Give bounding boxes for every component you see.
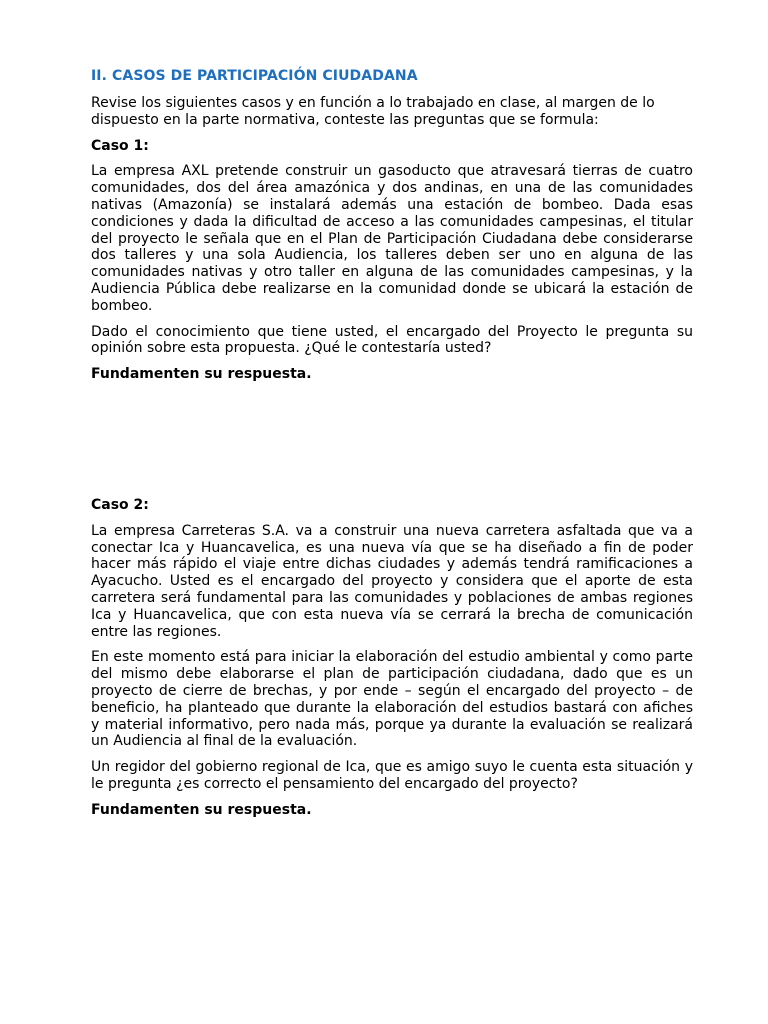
case-1-closing: Fundamenten su respuesta. <box>91 366 312 383</box>
case-2-closing: Fundamenten su respuesta. <box>91 801 312 818</box>
answer-space-case-1 <box>91 392 693 497</box>
case-1-label: Caso 1: <box>91 137 149 154</box>
case-2-label: Caso 2: <box>91 496 149 513</box>
section-title: II. CASOS DE PARTICIPACIÓN CIUDADANA <box>91 68 418 84</box>
document-page <box>91 66 693 828</box>
case-2-paragraph-2: En este momento está para iniciar la elaboración del estudio ambiental y como parte del mismo debe elaborarse el plan de participación ciudadana, dado que es un proyecto de cierre de brechas, y por ende – según el encargado del proyecto – de beneficio, ha planteado que durante la elaboración del estudios bastará con afiches y material informativo, pero nada más, porque ya durante la evaluación se realizará un Audiencia al final de la evaluación. <box>91 649 693 750</box>
intro-paragraph: Revise los siguientes casos y en función a lo trabajado en clase, al margen de lo dispuesto en la parte normativa, conteste las preguntas que se formula: <box>91 95 655 128</box>
case-1-paragraph-1: La empresa AXL pretende construir un gasoducto que atravesará tierras de cuatro comunidades, dos del área amazónica y dos andinas, en una de las comunidades nativas (Amazonía) se instalará además una estación de bombeo. Dada esas condiciones y dada la dificultad de acceso a las comunidades campesinas, el titular del proyecto le señala que en el Plan de Participación Ciudadana debe considerarse dos talleres y una sola Audiencia, los talleres deben ser uno en alguna de las comunidades nativas y otro taller en alguna de las comunidades campesinas, y la Audiencia Pública debe realizarse en la comunidad donde se ubicará la estación de bombeo. <box>91 163 693 314</box>
case-2-paragraph-1: La empresa Carreteras S.A. va a construir una nueva carretera asfaltada que va a conectar Ica y Huancavelica, es una nueva vía que se ha diseñado a fin de poder hacer más rápido el viaje entre dichas ciudades y además tendrá ramificaciones a Ayacucho. Usted es el encargado del proyecto y considera que el aporte de esta carretera será fundamental para las comunidades y poblaciones de ambas regiones Ica y Huancavelica, que con esta nueva vía se cerrará la brecha de comunicación entre las regiones. <box>91 522 693 640</box>
case-2-paragraph-3: Un regidor del gobierno regional de Ica, que es amigo suyo le cuenta esta situación y le pregunta ¿es correcto el pensamiento del encargado del proyecto? <box>91 759 693 792</box>
case-1-paragraph-2: Dado el conocimiento que tiene usted, el encargado del Proyecto le pregunta su opinión sobre esta propuesta. ¿Qué le contestaría usted? <box>91 323 693 357</box>
